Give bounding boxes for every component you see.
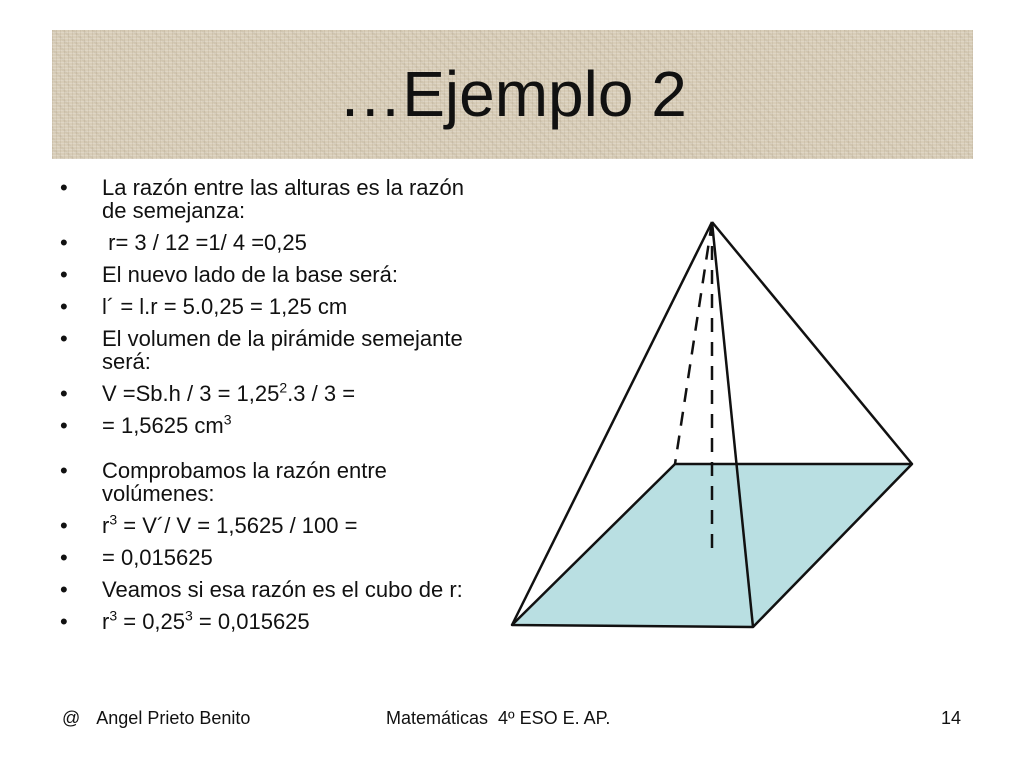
footer-course: Matemáticas 4º ESO E. AP. [386, 708, 611, 728]
bullet-text: = 0,015625 [192, 609, 310, 634]
bullet-text: La razón entre las alturas es la razón de semejanza: [102, 175, 464, 223]
bullet-text: V =Sb.h / 3 = 1,25 [102, 381, 280, 406]
bullet-text: Comprobamos la razón entre volúmenes: [102, 458, 387, 506]
bullet-item [60, 295, 480, 318]
bullet-item [60, 511, 480, 538]
bullet-text: = 0,25 [117, 609, 186, 634]
bullet-dot: • [60, 545, 68, 570]
bullet-text: .3 / 3 = [287, 381, 356, 406]
bullet-text: Veamos si esa razón es el cubo de r: [102, 577, 463, 602]
page-number: 14 [941, 708, 962, 728]
pyramid-diagram [500, 210, 920, 640]
bullet-dot: • [60, 326, 68, 351]
bullet-item [60, 546, 480, 569]
footer-author [62, 708, 250, 729]
bullet-dot: • [60, 458, 68, 483]
title-band [52, 30, 973, 159]
bullet-superscript: 3 [223, 411, 232, 428]
bullet-text: = V´/ V = 1,5625 / 100 = [117, 513, 358, 538]
slide-title: …Ejemplo 2 [338, 58, 687, 130]
bullet-text: El nuevo lado de la base será: [102, 262, 398, 287]
bullet-text: El volumen de la pirámide semejante será: [102, 326, 463, 374]
bullet-item [60, 231, 480, 254]
bullet-text: l´ = l.r = 5.0,25 = 1,25 cm [102, 294, 348, 319]
bullet-dot: • [60, 609, 68, 634]
bullet-text: = 0,015625 [102, 545, 213, 570]
bullet-item [60, 578, 480, 601]
bullet-superscript: 3 [109, 607, 118, 624]
bullet-dot: • [60, 294, 68, 319]
bullet-text: r [102, 513, 110, 538]
bullet-list [60, 176, 480, 642]
bullet-dot: • [60, 577, 68, 602]
bullet-dot: • [60, 262, 68, 287]
bullet-item [60, 459, 480, 505]
bullet-superscript: 2 [279, 379, 288, 396]
bullet-item [60, 263, 480, 286]
bullet-superscript: 3 [109, 511, 118, 528]
bullet-item [60, 607, 480, 634]
bullet-text: = 1,5625 cm [102, 413, 224, 438]
bullet-text: r [102, 609, 110, 634]
bullet-item [60, 411, 480, 438]
bullet-dot: • [60, 381, 68, 406]
bullet-dot: • [60, 230, 68, 255]
at-sign: @ [62, 708, 81, 728]
bullet-item [60, 379, 480, 406]
pyramid-edge-back-right [712, 222, 912, 464]
bullet-dot: • [60, 513, 68, 538]
bullet-superscript: 3 [185, 607, 193, 624]
bullet-dot: • [60, 175, 68, 200]
bullet-item [60, 327, 480, 373]
author-name: Angel Prieto Benito [96, 708, 251, 728]
bullet-text: r= 3 / 12 =1/ 4 =0,25 [102, 230, 307, 255]
bullet-item [60, 176, 480, 222]
bullet-dot: • [60, 413, 68, 438]
